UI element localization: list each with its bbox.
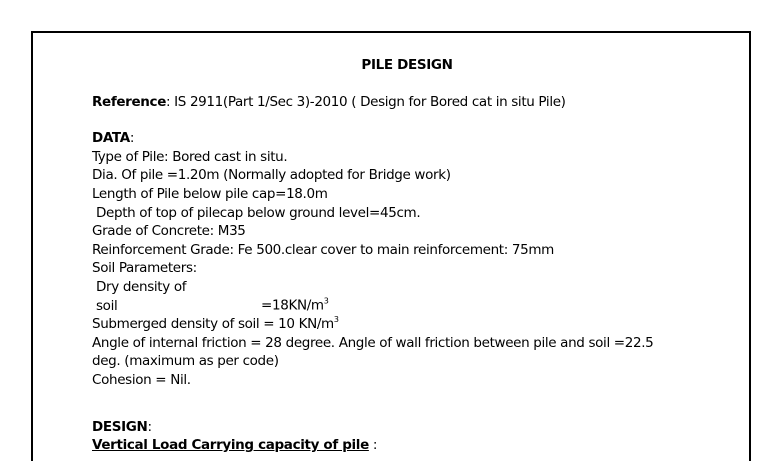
reinforcement-line: Reinforcement Grade: Fe 500.clear cover to main reinforcement: 75mm [92,241,554,258]
friction-angle-line: Angle of internal friction = 28 degree. Angle of wall friction between pile and soil =22.5 [92,334,654,351]
data-heading: DATA: [92,130,135,147]
reference-text: : IS 2911(Part 1/Sec 3)-2010 ( Design for Bored cat in situ Pile) [166,93,566,110]
vertical-load-heading: Vertical Load Carrying capacity of pile : [92,437,378,454]
dry-density-line: Dry density of soil $=18KN/m^3$ [96,278,329,314]
document-body [92,56,732,455]
cohesion-line: Cohesion = Nil. [92,371,191,388]
friction-angle-line-cont: deg. (maximum as per code) [92,353,279,370]
pile-diameter-line: Dia. Of pile =1.20m (Normally adopted for Bridge work) [92,167,451,184]
pile-length-line: Length of Pile below pile cap=18.0m [92,185,328,202]
pile-type-line: Type of Pile: Bored cast in situ. [92,148,288,165]
concrete-grade-line: Grade of Concrete: M35 [92,223,246,240]
soil-parameters-line: Soil Parameters: [92,260,197,277]
pilecap-depth-line: Depth of top of pilecap below ground level=45cm. [96,204,421,221]
document-page [31,31,751,461]
reference-line [92,93,732,112]
reference-label: Reference [92,93,167,110]
submerged-density-line: Submerged density of soil = 10 $KN/m^3$ [92,315,339,333]
design-heading: DESIGN: [92,418,152,435]
document-title: PILE DESIGN [361,57,453,73]
